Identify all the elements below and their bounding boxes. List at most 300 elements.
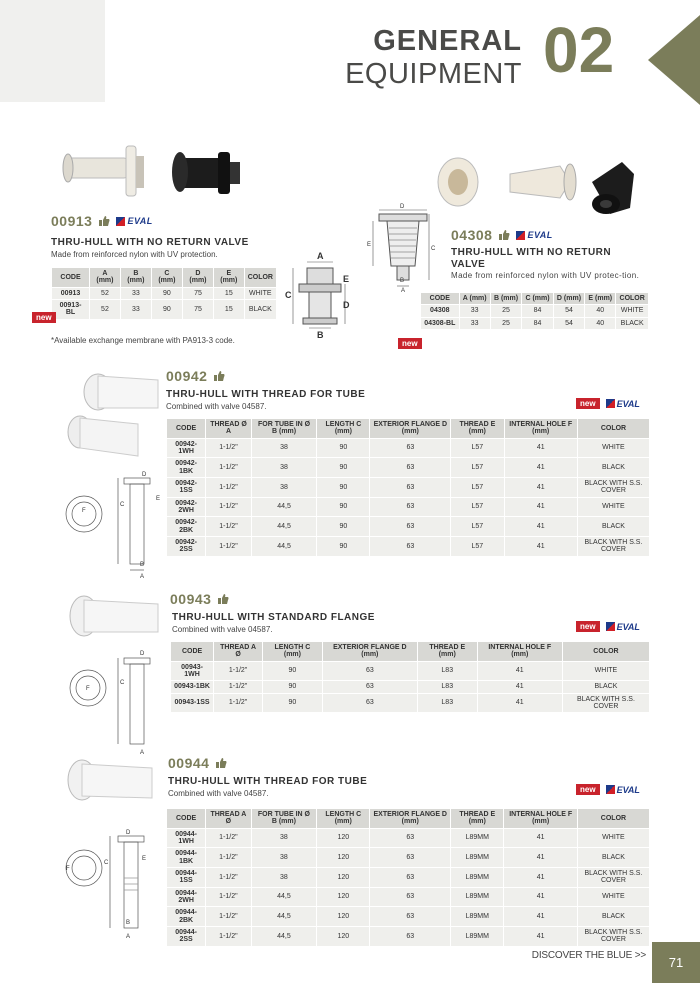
diagram-label-c: C xyxy=(104,860,109,866)
product-photo-00913 xyxy=(58,142,258,222)
table-row xyxy=(171,681,650,693)
page-number: 71 xyxy=(652,942,700,983)
thumbs-up-icon xyxy=(498,229,510,241)
product-subtitle-04308: Made from reinforced nylon with UV protec-tion. xyxy=(451,271,640,280)
table-row xyxy=(167,927,650,947)
column-header: LENGTH C (mm) xyxy=(263,642,323,662)
table-cell: BLACK xyxy=(616,317,649,329)
new-badge: new xyxy=(576,398,600,409)
table-cell: L89MM xyxy=(451,848,504,868)
table-cell: 54 xyxy=(553,317,584,329)
column-header: THREAD Ø A xyxy=(206,419,252,439)
product-code-cell: 04308-BL xyxy=(421,317,460,329)
column-header: FOR TUBE IN Ø B (mm) xyxy=(251,419,317,439)
table-cell: 90 xyxy=(317,438,370,458)
product-title-00942: THRU-HULL WITH THREAD FOR TUBE xyxy=(166,389,366,400)
column-header: CODE xyxy=(171,642,214,662)
table-cell: 120 xyxy=(317,887,370,907)
table-cell: 90 xyxy=(317,537,370,557)
column-header: EXTERIOR FLANGE D (mm) xyxy=(322,642,417,662)
white-thru-hull-side-image xyxy=(510,164,576,200)
new-badge-04308-bl: new xyxy=(398,333,422,351)
table-cell: 44,5 xyxy=(251,537,317,557)
eval-logo: EVAL xyxy=(116,216,152,226)
diagram-label-e: E xyxy=(343,274,350,284)
table-cell: 41 xyxy=(504,907,577,927)
diagram-label-c: C xyxy=(120,680,125,686)
eval-flag-icon xyxy=(606,622,615,631)
product-subtitle-00913: Made from reinforced nylon with UV protection. xyxy=(51,250,218,259)
eval-flag-icon xyxy=(116,217,125,226)
diagram-label-d: D xyxy=(343,300,350,310)
product-code-cell: 00913 xyxy=(52,287,90,299)
table-cell: 84 xyxy=(522,305,553,317)
column-header: COLOR xyxy=(577,419,649,439)
table-cell: 1-1/2" xyxy=(206,478,252,498)
table-cell: 38 xyxy=(251,868,317,888)
table-row xyxy=(52,300,277,320)
table-cell: 90 xyxy=(263,693,323,713)
table-row xyxy=(167,907,650,927)
table-cell: 90 xyxy=(151,300,182,320)
diagram-label-b: B xyxy=(400,278,405,284)
table-cell: 63 xyxy=(370,868,451,888)
product-code-cell: 00942-1BK xyxy=(167,458,206,478)
spec-table-00942 xyxy=(166,418,650,557)
table-header-row xyxy=(421,293,649,305)
table-cell: L83 xyxy=(417,693,477,713)
product-code-cell: 04308 xyxy=(421,305,460,317)
table-cell: 63 xyxy=(322,681,417,693)
footer-tagline: DISCOVER THE BLUE >> xyxy=(531,950,646,961)
table-cell: 1-1/2" xyxy=(206,887,251,907)
technical-drawing xyxy=(66,836,147,928)
table-row xyxy=(421,317,649,329)
new-badge: new xyxy=(576,784,600,795)
table-cell: BLACK WITH S.S. COVER xyxy=(577,478,649,498)
product-subtitle-00942: Combined with valve 04587. xyxy=(166,402,267,411)
table-cell: 1-1/2" xyxy=(214,693,263,713)
product-photo-04308 xyxy=(430,152,640,224)
product-subtitle-00944: Combined with valve 04587. xyxy=(168,789,269,798)
table-cell: 33 xyxy=(459,305,490,317)
diagram-label-f: F xyxy=(66,866,70,872)
table-cell: 120 xyxy=(317,868,370,888)
table-cell: BLACK WITH S.S. COVER xyxy=(577,537,649,557)
product-title-00913: THRU-HULL WITH NO RETURN VALVE xyxy=(51,237,249,248)
column-header: LENGTH C (mm) xyxy=(317,419,370,439)
product-code-00943: 00943 xyxy=(170,591,212,607)
table-cell: 1-1/2" xyxy=(206,517,252,537)
spec-table-04308 xyxy=(420,292,649,330)
table-cell: 52 xyxy=(90,287,121,299)
column-header: LENGTH C (mm) xyxy=(317,809,370,829)
table-cell: L57 xyxy=(451,458,504,478)
table-cell: L89MM xyxy=(451,927,504,947)
table-cell: 1-1/2" xyxy=(206,927,251,947)
table-cell: 63 xyxy=(370,848,451,868)
column-header: E (mm) xyxy=(213,268,244,288)
product-code-cell: 00942-2WH xyxy=(167,497,206,517)
column-header: THREAD E (mm) xyxy=(451,419,504,439)
table-cell: 41 xyxy=(504,458,577,478)
spec-table-00943 xyxy=(170,641,650,713)
column-header: A (mm) xyxy=(459,293,490,305)
table-cell: WHITE xyxy=(577,828,649,848)
column-header: D (mm) xyxy=(182,268,213,288)
table-cell: 25 xyxy=(490,317,521,329)
column-header: COLOR xyxy=(244,268,276,288)
table-cell: 90 xyxy=(317,458,370,478)
table-cell: BLACK xyxy=(577,848,649,868)
note-00913: *Available exchange membrane with PA913-3 code. xyxy=(51,336,235,345)
column-header: CODE xyxy=(167,419,206,439)
table-cell: 41 xyxy=(504,478,577,498)
table-cell: 90 xyxy=(263,661,323,681)
column-header: INTERNAL HOLE F (mm) xyxy=(504,809,577,829)
table-cell: L57 xyxy=(451,478,504,498)
table-cell: 63 xyxy=(370,537,451,557)
diagram-label-a: A xyxy=(317,251,324,261)
table-cell: 90 xyxy=(317,478,370,498)
product-code-cell: 00942-1SS xyxy=(167,478,206,498)
table-cell: WHITE xyxy=(577,887,649,907)
table-cell: 38 xyxy=(251,848,317,868)
table-row xyxy=(167,438,650,458)
table-cell: 75 xyxy=(182,300,213,320)
eval-logo: EVAL xyxy=(606,622,640,632)
table-cell: 63 xyxy=(370,927,451,947)
table-cell: 1-1/2" xyxy=(206,497,252,517)
table-cell: 90 xyxy=(317,517,370,537)
table-row xyxy=(167,517,650,537)
table-cell: WHITE xyxy=(577,438,649,458)
table-cell: BLACK xyxy=(577,907,649,927)
table-cell: 90 xyxy=(263,681,323,693)
column-header: INTERNAL HOLE F (mm) xyxy=(504,419,577,439)
product-title-00943: THRU-HULL WITH STANDARD FLANGE xyxy=(172,612,375,623)
table-cell: 41 xyxy=(504,497,577,517)
diagram-label-f: F xyxy=(82,508,86,514)
column-header: THREAD A Ø xyxy=(214,642,263,662)
product-photo-00944 xyxy=(56,754,166,940)
product-code-cell: 00944-2SS xyxy=(167,927,206,947)
diagram-label-f: F xyxy=(86,686,90,692)
section-number: 02 xyxy=(543,14,615,86)
table-cell: 1-1/2" xyxy=(206,907,251,927)
table-cell: L57 xyxy=(451,517,504,537)
column-header: EXTERIOR FLANGE D (mm) xyxy=(370,419,451,439)
diagram-label-d: D xyxy=(126,830,131,836)
product-title-00944: THRU-HULL WITH THREAD FOR TUBE xyxy=(168,776,368,787)
column-header: INTERNAL HOLE F (mm) xyxy=(477,642,562,662)
column-header: B (mm) xyxy=(490,293,521,305)
table-cell: 41 xyxy=(477,681,562,693)
product-header-04308 xyxy=(451,227,553,243)
table-cell: 33 xyxy=(120,287,151,299)
thumbs-up-icon xyxy=(217,593,229,605)
table-cell: WHITE xyxy=(244,287,276,299)
new-eval-badges-00944 xyxy=(576,784,640,795)
table-row xyxy=(167,537,650,557)
table-row xyxy=(167,868,650,888)
table-cell: 15 xyxy=(213,300,244,320)
product-code-cell: 00943-1BK xyxy=(171,681,214,693)
diagram-label-b: B xyxy=(140,562,145,568)
table-cell: WHITE xyxy=(616,305,649,317)
table-cell: WHITE xyxy=(562,661,649,681)
column-header: C (mm) xyxy=(151,268,182,288)
column-header: D (mm) xyxy=(553,293,584,305)
table-cell: 75 xyxy=(182,287,213,299)
product-header-00944 xyxy=(168,755,227,771)
diagram-label-e: E xyxy=(156,496,161,502)
table-cell: BLACK WITH S.S. COVER xyxy=(577,927,649,947)
diagram-label-c: C xyxy=(285,290,292,300)
diagram-label-e: E xyxy=(142,856,147,862)
table-cell: 15 xyxy=(213,287,244,299)
table-cell: 63 xyxy=(370,438,451,458)
table-cell: 41 xyxy=(504,887,577,907)
eval-flag-icon xyxy=(516,231,525,240)
diagram-label-d: D xyxy=(400,204,405,210)
table-cell: 41 xyxy=(504,848,577,868)
technical-drawing xyxy=(70,658,150,744)
table-cell: 1-1/2" xyxy=(206,828,251,848)
product-code-cell: 00943-1WH xyxy=(171,661,214,681)
section-triangle-icon xyxy=(648,15,700,105)
table-row xyxy=(171,693,650,713)
table-cell: 63 xyxy=(370,517,451,537)
table-row xyxy=(167,848,650,868)
thru-hull-photo-lower xyxy=(68,416,138,456)
diagram-label-c: C xyxy=(431,246,436,252)
column-header: COLOR xyxy=(577,809,649,829)
column-header: CODE xyxy=(52,268,90,288)
product-code-cell: 00944-1SS xyxy=(167,868,206,888)
diagram-00913 xyxy=(285,248,355,343)
column-header: EXTERIOR FLANGE D (mm) xyxy=(370,809,451,829)
table-cell: L89MM xyxy=(451,868,504,888)
new-badge-00913-bl: new xyxy=(32,307,56,325)
table-row xyxy=(171,661,650,681)
table-cell: 63 xyxy=(370,907,451,927)
table-cell: 1-1/2" xyxy=(206,848,251,868)
product-code-cell: 00944-1BK xyxy=(167,848,206,868)
table-row xyxy=(167,828,650,848)
table-cell: 33 xyxy=(459,317,490,329)
thru-hull-photo-upper xyxy=(84,374,158,410)
table-cell: 25 xyxy=(490,305,521,317)
thru-hull-photo xyxy=(70,596,158,636)
table-cell: L83 xyxy=(417,661,477,681)
diagram-label-e: E xyxy=(367,242,372,248)
table-cell: 84 xyxy=(522,317,553,329)
table-cell: 40 xyxy=(585,317,616,329)
table-cell: 90 xyxy=(151,287,182,299)
eval-logo: EVAL xyxy=(516,230,552,240)
table-cell: 120 xyxy=(317,927,370,947)
table-cell: 63 xyxy=(322,693,417,713)
table-cell: 63 xyxy=(322,661,417,681)
table-cell: 1-1/2" xyxy=(206,438,252,458)
column-header: B (mm) xyxy=(120,268,151,288)
table-cell: 38 xyxy=(251,478,317,498)
diagram-label-b: B xyxy=(126,920,131,926)
table-cell: BLACK WITH S.S. COVER xyxy=(562,693,649,713)
table-cell: L89MM xyxy=(451,907,504,927)
table-header-row xyxy=(171,642,650,662)
diagram-label-b: B xyxy=(317,330,324,340)
column-header: THREAD E (mm) xyxy=(451,809,504,829)
product-header-00942 xyxy=(166,368,225,384)
title-equipment: EQUIPMENT xyxy=(345,58,522,90)
table-cell: WHITE xyxy=(577,497,649,517)
eval-logo: EVAL xyxy=(606,399,640,409)
black-thru-hull-image xyxy=(172,152,240,194)
spec-table-00913 xyxy=(51,267,277,320)
table-cell: 41 xyxy=(504,517,577,537)
table-cell: L57 xyxy=(451,497,504,517)
table-cell: 63 xyxy=(370,478,451,498)
diagram-label-a: A xyxy=(140,750,145,756)
table-cell: 120 xyxy=(317,848,370,868)
product-photo-00943 xyxy=(58,592,166,760)
product-photo-00942 xyxy=(58,368,166,580)
column-header: FOR TUBE IN Ø B (mm) xyxy=(251,809,317,829)
table-cell: 44,5 xyxy=(251,887,317,907)
table-cell: 38 xyxy=(251,828,317,848)
table-cell: 38 xyxy=(251,458,317,478)
table-cell: BLACK xyxy=(577,458,649,478)
table-cell: 1-1/2" xyxy=(206,868,251,888)
table-cell: 1-1/2" xyxy=(206,458,252,478)
table-cell: 33 xyxy=(120,300,151,320)
table-cell: 120 xyxy=(317,907,370,927)
table-row xyxy=(421,305,649,317)
column-header: A (mm) xyxy=(90,268,121,288)
product-subtitle-00943: Combined with valve 04587. xyxy=(172,625,273,634)
table-cell: 41 xyxy=(504,537,577,557)
eval-flag-icon xyxy=(606,399,615,408)
diagram-label-a: A xyxy=(140,574,145,580)
table-row xyxy=(52,287,277,299)
product-code-00944: 00944 xyxy=(168,755,210,771)
table-cell: BLACK xyxy=(244,300,276,320)
product-code-00913: 00913 xyxy=(51,213,93,229)
product-code-cell: 00942-2SS xyxy=(167,537,206,557)
table-row xyxy=(167,458,650,478)
table-cell: 63 xyxy=(370,887,451,907)
table-cell: 63 xyxy=(370,828,451,848)
eval-flag-icon xyxy=(606,785,615,794)
technical-drawing xyxy=(66,478,150,570)
product-header-00943 xyxy=(170,591,229,607)
table-cell: 54 xyxy=(553,305,584,317)
page-title xyxy=(345,27,522,89)
new-eval-badges-00942 xyxy=(576,398,640,409)
table-row xyxy=(167,478,650,498)
column-header: COLOR xyxy=(616,293,649,305)
table-cell: 41 xyxy=(504,868,577,888)
table-cell: 90 xyxy=(317,497,370,517)
table-cell: 1-1/2" xyxy=(214,681,263,693)
table-cell: BLACK WITH S.S. COVER xyxy=(577,868,649,888)
table-cell: 41 xyxy=(504,927,577,947)
product-code-cell: 00944-2BK xyxy=(167,907,206,927)
diagram-label-a: A xyxy=(126,934,131,940)
table-cell: L57 xyxy=(451,438,504,458)
product-code-cell: 00943-1SS xyxy=(171,693,214,713)
table-cell: 52 xyxy=(90,300,121,320)
title-general: GENERAL xyxy=(373,25,522,57)
thumbs-up-icon xyxy=(213,370,225,382)
table-cell: L89MM xyxy=(451,887,504,907)
table-cell: 1-1/2" xyxy=(206,537,252,557)
table-cell: 38 xyxy=(251,438,317,458)
table-cell: 44,5 xyxy=(251,517,317,537)
column-header: E (mm) xyxy=(585,293,616,305)
product-code-04308: 04308 xyxy=(451,227,493,243)
column-header: C (mm) xyxy=(522,293,553,305)
table-cell: L89MM xyxy=(451,828,504,848)
table-cell: 41 xyxy=(504,828,577,848)
header-grey-block xyxy=(0,0,105,102)
column-header: CODE xyxy=(421,293,460,305)
product-code-cell: 00942-2BK xyxy=(167,517,206,537)
column-header: CODE xyxy=(167,809,206,829)
white-thru-hull-open-image xyxy=(438,158,478,206)
table-cell: L57 xyxy=(451,537,504,557)
black-thru-hull-image xyxy=(592,162,634,214)
product-code-00942: 00942 xyxy=(166,368,208,384)
table-cell: 40 xyxy=(585,305,616,317)
product-code-cell: 00944-1WH xyxy=(167,828,206,848)
table-cell: 41 xyxy=(477,693,562,713)
diagram-label-d: D xyxy=(142,472,147,478)
spec-table-00944 xyxy=(166,808,650,947)
table-cell: BLACK xyxy=(562,681,649,693)
product-code-cell: 00944-2WH xyxy=(167,887,206,907)
diagram-label-d: D xyxy=(140,651,145,657)
product-title-04308: THRU-HULL WITH NO RETURN VALVE xyxy=(451,247,612,270)
eval-logo: EVAL xyxy=(606,785,640,795)
table-header-row xyxy=(167,809,650,829)
column-header: THREAD E (mm) xyxy=(417,642,477,662)
new-badge: new xyxy=(576,621,600,632)
product-code-cell: 00913-BL xyxy=(52,300,90,320)
table-cell: 41 xyxy=(477,661,562,681)
product-code-cell: 00942-1WH xyxy=(167,438,206,458)
column-header: COLOR xyxy=(562,642,649,662)
column-header: THREAD A Ø xyxy=(206,809,251,829)
table-cell: 41 xyxy=(504,438,577,458)
table-cell: L83 xyxy=(417,681,477,693)
thumbs-up-icon xyxy=(215,757,227,769)
table-cell: 44,5 xyxy=(251,907,317,927)
diagram-04308 xyxy=(365,200,437,292)
product-header-00913 xyxy=(51,213,153,229)
table-row xyxy=(167,887,650,907)
table-cell: 44,5 xyxy=(251,497,317,517)
table-cell: 44,5 xyxy=(251,927,317,947)
thru-hull-photo xyxy=(68,760,152,800)
diagram-label-c: C xyxy=(120,502,125,508)
table-cell: BLACK xyxy=(577,517,649,537)
new-eval-badges-00943 xyxy=(576,621,640,632)
table-cell: 63 xyxy=(370,497,451,517)
table-header-row xyxy=(52,268,277,288)
